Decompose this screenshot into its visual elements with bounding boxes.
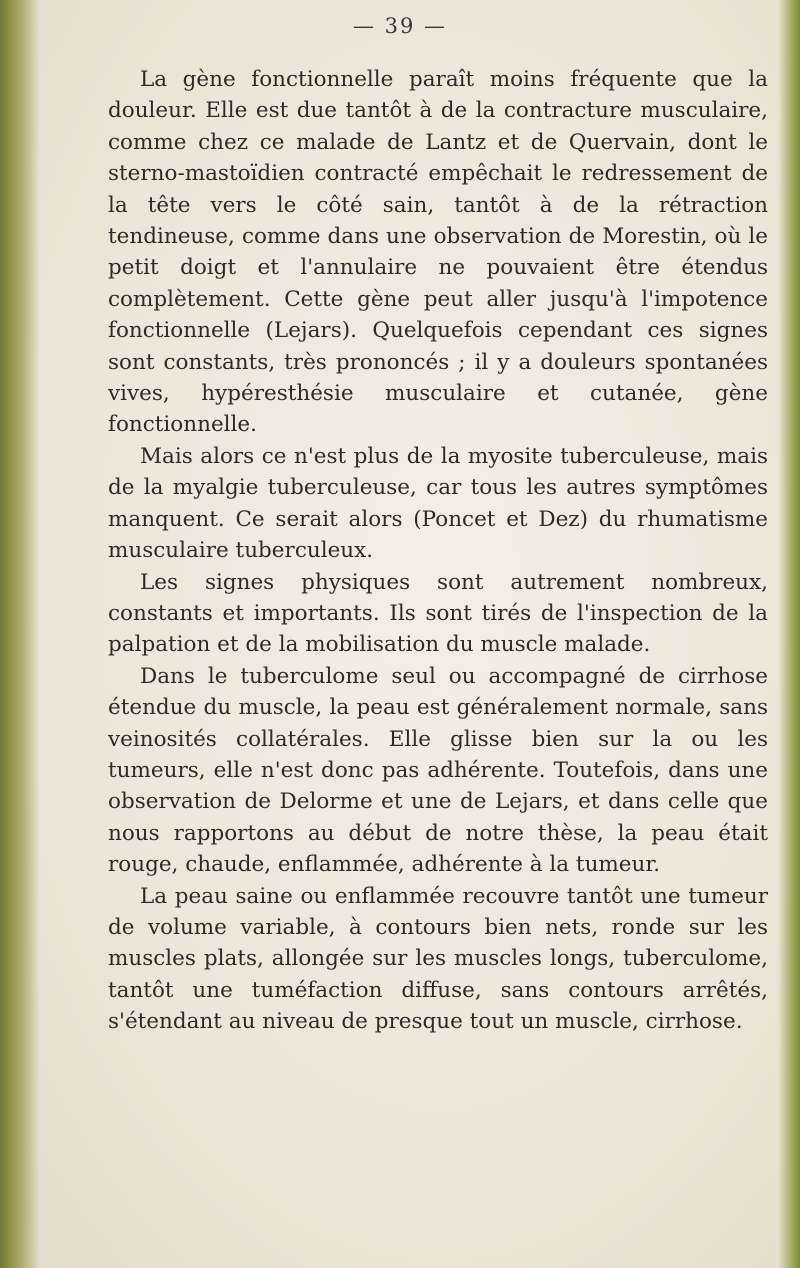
paragraph: Les signes physiques sont autrement nombreux, constants et importants. Ils sont tirés de l'inspection de la palpation et de la mobilisation du muscle malade. — [108, 569, 768, 658]
page-edge-left — [0, 0, 40, 1268]
paragraph: La gène fonctionnelle paraît moins fréquente que la douleur. Elle est due tantôt à de la contracture musculaire, comme chez ce malade de Lantz et de Quervain, dont le sterno-mastoïdien contracté empêchait le redressement de la tête vers le côté sain, tantôt à de la rétraction tendineuse, comme dans une observation de Morestin, où le petit doigt et l'annulaire ne pouvaient être étendus complètement. Cette gène peut aller jusqu'à l'impotence fonctionnelle (Lejars). Quelquefois cependant ces signes sont constants, très prononcés ; il y a douleurs spontanées vives, hypéresthésie musculaire et cutanée, gène fonctionnelle. — [108, 67, 768, 438]
page-number: — 39 — — [352, 14, 448, 38]
paragraph: Mais alors ce n'est plus de la myosite tuberculeuse, mais de la myalgie tuberculeuse, car tous les autres symptômes manquent. Ce serait alors (Poncet et Dez) du rhumatisme musculaire tuberculeux. — [108, 443, 768, 564]
body-text — [108, 64, 768, 1038]
paragraph: Dans le tuberculome seul ou accompagné de cirrhose étendue du muscle, la peau est généralement normale, sans veinosités collatérales. Elle glisse bien sur la ou les tumeurs, elle n'est donc pas adhérente. Toutefois, dans une observation de Delorme et une de Lejars, et dans celle que nous rapportons au début de notre thèse, la peau était rouge, chaude, enflammée, adhérente à la tumeur. — [108, 663, 768, 878]
page-edge-right — [778, 0, 800, 1268]
paragraph: La peau saine ou enflammée recouvre tantôt une tumeur de volume variable, à contours bien nets, ronde sur les muscles plats, allongée sur les muscles longs, tuberculome, tantôt une tuméfaction diffuse, sans contours arrêtés, s'étendant au niveau de presque tout un muscle, cirrhose. — [108, 883, 768, 1035]
